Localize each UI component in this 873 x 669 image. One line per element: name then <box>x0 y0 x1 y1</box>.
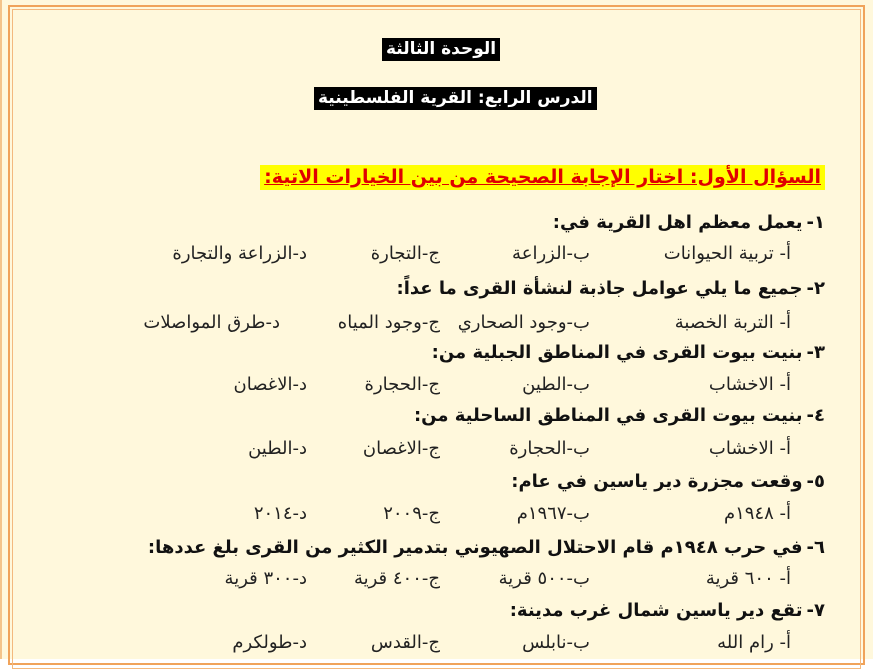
option-b: ب-الطين <box>522 374 590 395</box>
question-1 <box>553 212 825 233</box>
option-d: د-طولكرم <box>232 632 307 653</box>
option-b: ب-الزراعة <box>512 243 590 264</box>
section-heading: السؤال الأول: اختار الإجابة الصحيحة من بين الخيارات الاتية: <box>260 165 825 190</box>
option-a: أ- تربية الحيوانات <box>663 243 791 264</box>
option-c: ج-٤٠٠ قرية <box>353 568 440 589</box>
question-number: ٤- <box>806 405 825 426</box>
unit-title: الوحدة الثالثة <box>382 38 500 61</box>
page-edge-line <box>0 0 2 659</box>
option-c: ج-التجارة <box>370 243 440 264</box>
question-number: ١- <box>806 212 825 233</box>
option-a: أ- رام الله <box>717 632 791 653</box>
question-6 <box>148 537 825 558</box>
question-4 <box>414 405 825 426</box>
option-d: د-طرق المواصلات <box>143 312 280 333</box>
option-b: ب-الحجارة <box>509 438 590 459</box>
option-b: ب-٥٠٠ قرية <box>498 568 590 589</box>
lesson-title: الدرس الرابع: القرية الفلسطينية <box>314 87 597 110</box>
option-a: أ- الاخشاب <box>708 438 791 459</box>
option-d: د-الزراعة والتجارة <box>172 243 307 264</box>
question-2 <box>397 278 825 299</box>
question-5 <box>511 471 825 492</box>
option-c: ج-القدس <box>370 632 440 653</box>
option-a: أ- ١٩٤٨م <box>723 503 791 524</box>
option-b: ب-نابلس <box>522 632 590 653</box>
question-number: ٦- <box>806 537 825 558</box>
option-c: ج-٢٠٠٩ <box>383 503 440 524</box>
option-d: د-٢٠١٤ <box>253 503 307 524</box>
question-text: يعمل معظم اهل القرية في: <box>552 212 803 233</box>
option-a: أ- الاخشاب <box>708 374 791 395</box>
option-d: د-٣٠٠ قرية <box>224 568 307 589</box>
option-d: د-الطين <box>248 438 307 459</box>
option-b: ب-وجود الصحاري <box>457 312 590 333</box>
question-text: وقعت مجزرة دير ياسين في عام: <box>511 471 803 492</box>
option-c: ج-الحجارة <box>364 374 440 395</box>
question-text: بنيت بيوت القرى في المناطق الساحلية من: <box>413 405 803 426</box>
question-text: بنيت بيوت القرى في المناطق الجبلية من: <box>431 342 803 363</box>
question-number: ٧- <box>806 600 825 621</box>
option-c: ج-وجود المياه <box>337 312 440 333</box>
question-text: تقع دير ياسين شمال غرب مدينة: <box>509 600 803 621</box>
option-d: د-الاغصان <box>233 374 307 395</box>
question-text: جميع ما يلي عوامل جاذبة لنشأة القرى ما عداً: <box>396 278 803 299</box>
option-b: ب-١٩٦٧م <box>516 503 590 524</box>
option-a: أ- ٦٠٠ قرية <box>705 568 791 589</box>
option-c: ج-الاغصان <box>362 438 440 459</box>
question-3 <box>432 342 825 363</box>
question-number: ٢- <box>806 278 825 299</box>
question-number: ٣- <box>806 342 825 363</box>
option-a: أ- التربة الخصبة <box>674 312 791 333</box>
question-number: ٥- <box>806 471 825 492</box>
question-7 <box>510 600 825 621</box>
question-text: في حرب ١٩٤٨م قام الاحتلال الصهيوني بتدمير الكثير من القرى بلغ عددها: <box>147 537 803 558</box>
